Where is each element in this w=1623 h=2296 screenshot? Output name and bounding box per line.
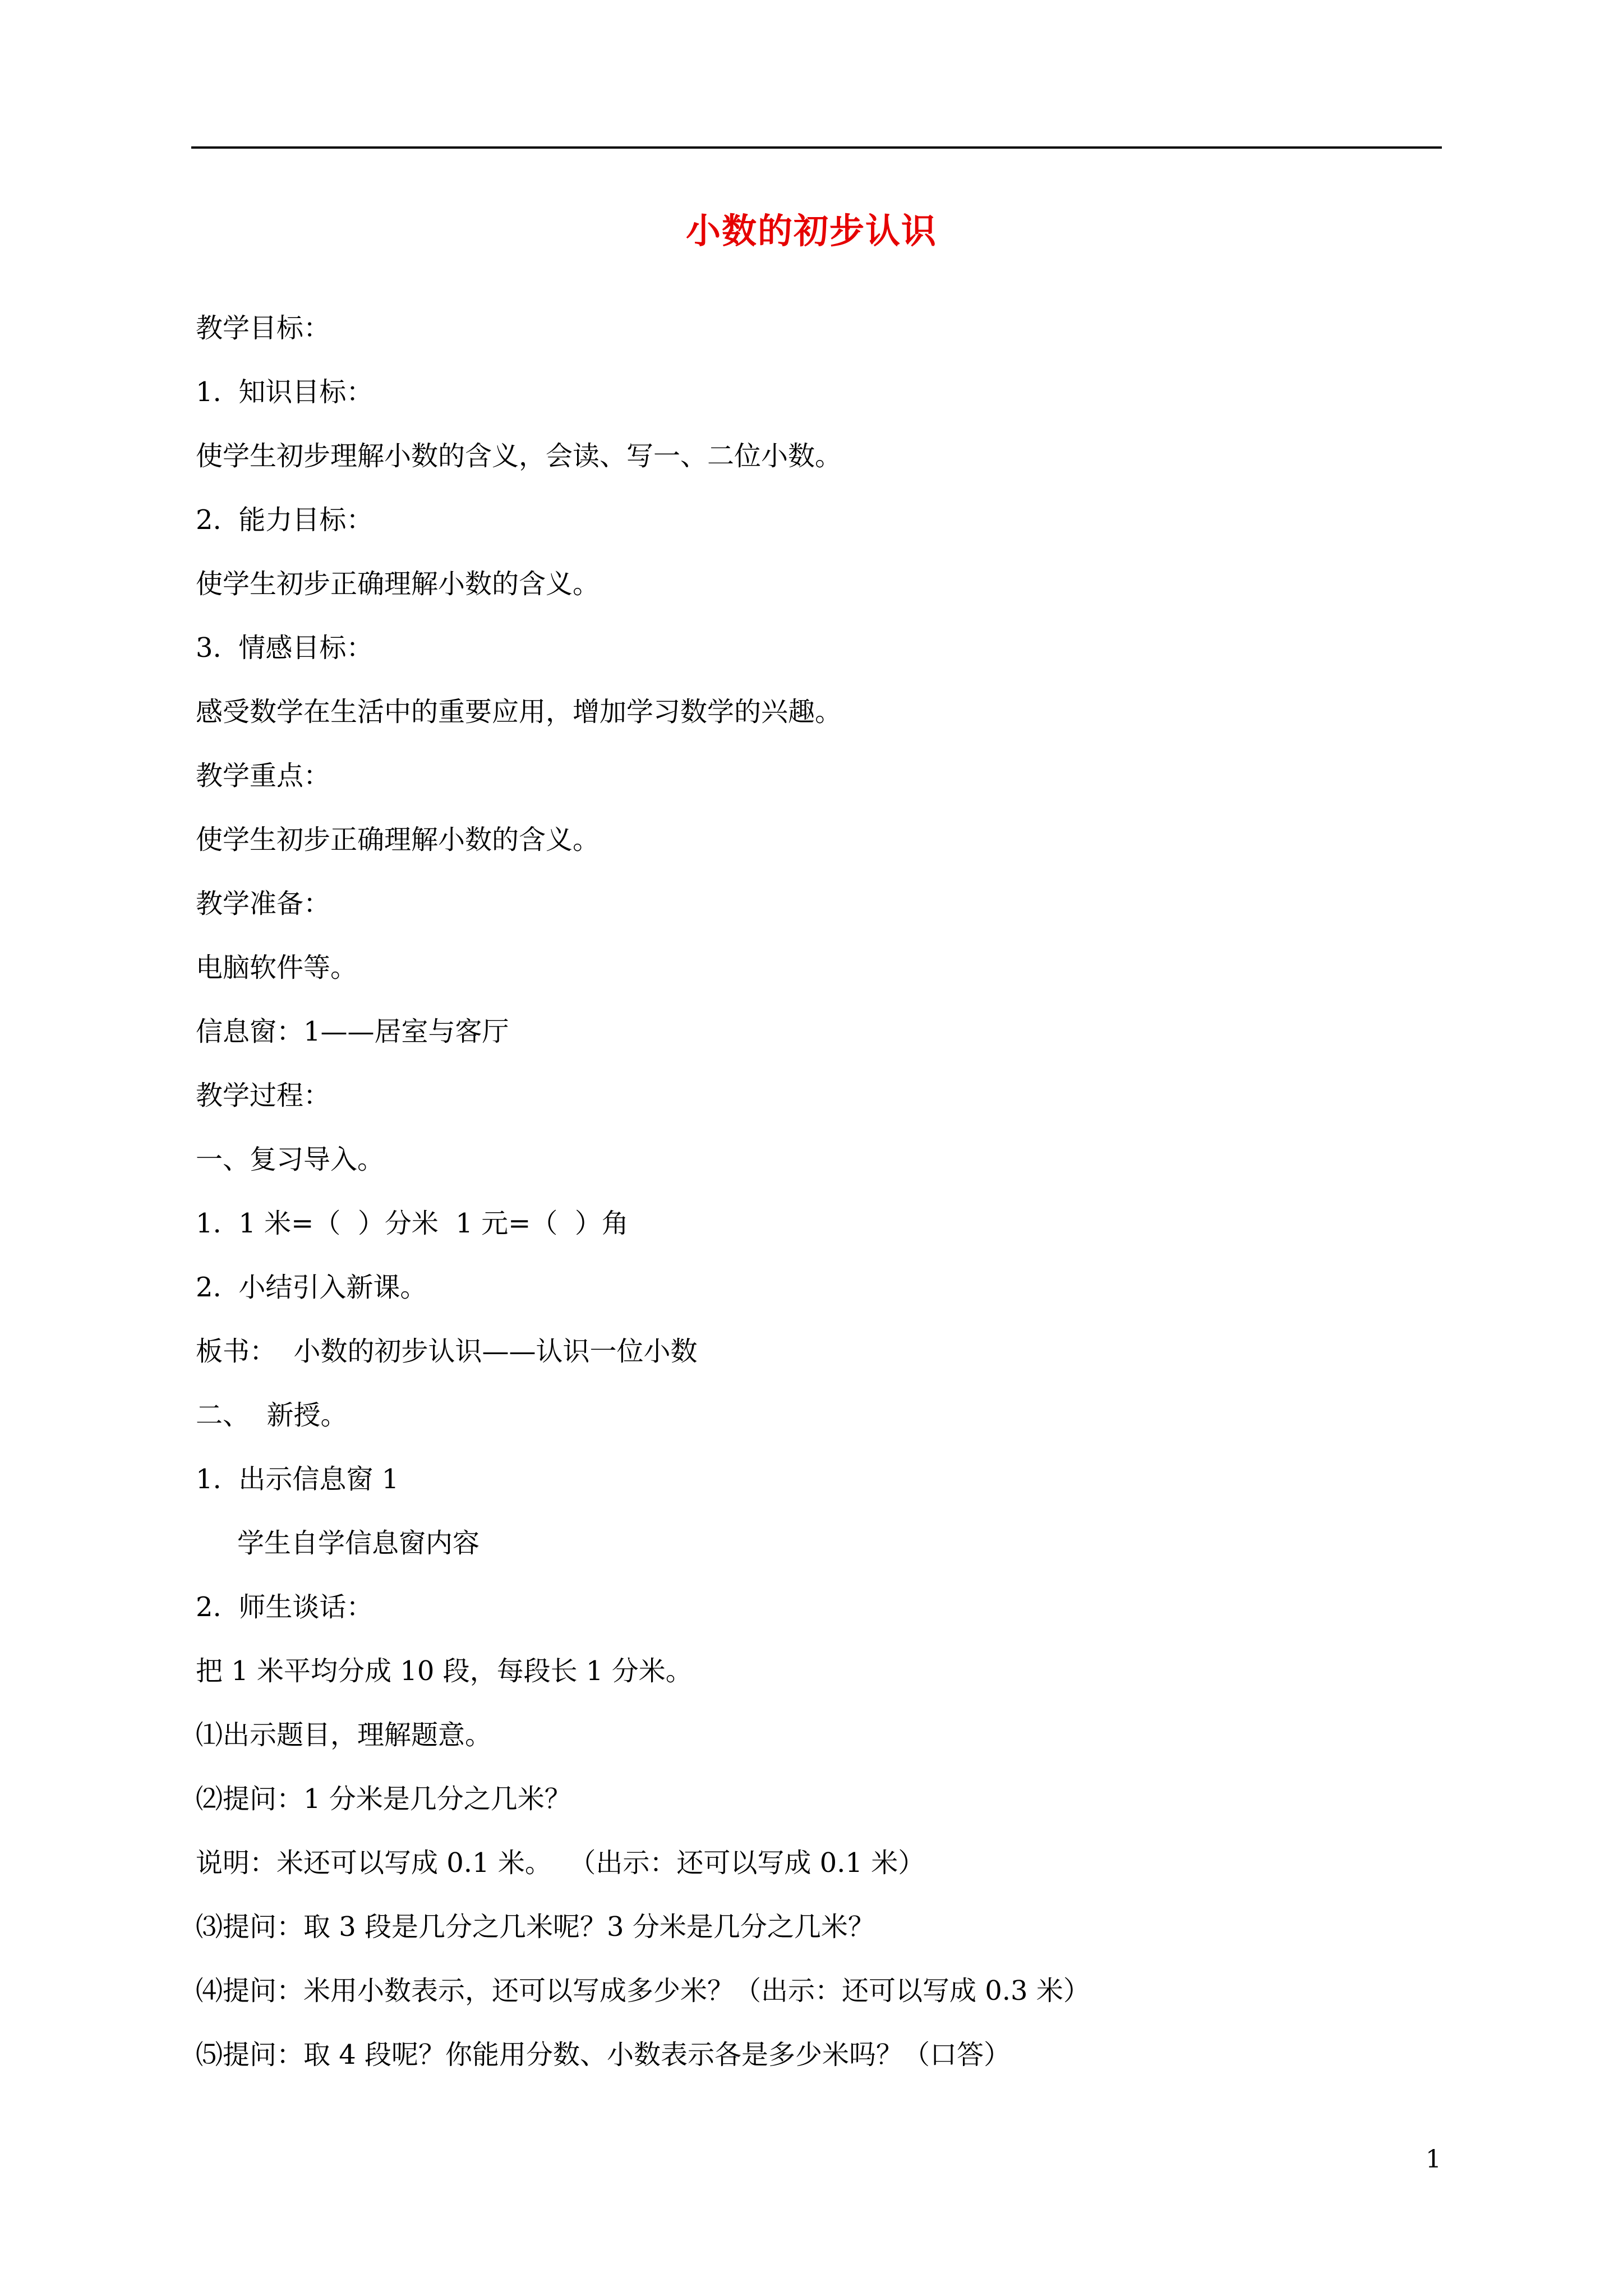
paragraph: 信息窗：1——居室与客厅 bbox=[196, 1016, 509, 1047]
paragraph: 使学生初步正确理解小数的含义。 bbox=[196, 824, 600, 855]
list-item: ⑵提问：1 分米是几分之几米？ bbox=[196, 1783, 571, 1815]
section-heading-preparation: 教学准备： bbox=[196, 888, 331, 919]
list-item-emotion-goal: 3. 情感目标： bbox=[196, 632, 374, 664]
section-heading-new-lesson: 二、 新授。 bbox=[196, 1400, 348, 1431]
list-item: ⑷提问：米用小数表示，还可以写成多少米？（出示：还可以写成 0.3 米） bbox=[196, 1975, 1090, 2007]
list-item: ⑴出示题目，理解题意。 bbox=[196, 1719, 492, 1751]
list-item-ability-goal: 2. 能力目标： bbox=[196, 504, 374, 536]
paragraph: 感受数学在生活中的重要应用，增加学习数学的兴趣。 bbox=[196, 696, 842, 728]
list-item: ⑶提问：取 3 段是几分之几米呢？3 分米是几分之几米？ bbox=[196, 1911, 875, 1943]
paragraph: 使学生初步理解小数的含义，会读、写一、二位小数。 bbox=[196, 440, 842, 472]
section-heading-objectives: 教学目标： bbox=[196, 312, 331, 344]
paragraph: 把 1 米平均分成 10 段，每段长 1 分米。 bbox=[196, 1655, 693, 1687]
list-item: 2. 师生谈话： bbox=[196, 1591, 374, 1623]
list-item: 1. 出示信息窗 1 bbox=[196, 1464, 399, 1495]
indented-paragraph: 学生自学信息窗内容 bbox=[237, 1527, 480, 1559]
header-rule bbox=[191, 146, 1442, 149]
paragraph: 电脑软件等。 bbox=[196, 952, 358, 983]
document-body bbox=[196, 296, 1441, 2087]
list-item: 1. 1 米=（ ）分米 1 元=（ ）角 bbox=[196, 1208, 629, 1239]
page-number: 1 bbox=[1426, 2145, 1441, 2174]
paragraph: 板书： 小数的初步认识——认识一位小数 bbox=[196, 1336, 698, 1367]
section-heading-key-points: 教学重点： bbox=[196, 760, 331, 792]
paragraph: 使学生初步正确理解小数的含义。 bbox=[196, 568, 600, 600]
list-item: ⑸提问：取 4 段呢？你能用分数、小数表示各是多少米吗？（口答） bbox=[196, 2039, 1011, 2070]
list-item: 2. 小结引入新课。 bbox=[196, 1272, 427, 1303]
section-heading-review: 一、复习导入。 bbox=[196, 1144, 385, 1175]
section-heading-process: 教学过程： bbox=[196, 1080, 331, 1111]
document-title: 小数的初步认识 bbox=[685, 210, 937, 251]
list-item-knowledge-goal: 1. 知识目标： bbox=[196, 376, 374, 408]
paragraph: 说明：米还可以写成 0.1 米。 （出示：还可以写成 0.1 米） bbox=[196, 1847, 925, 1879]
